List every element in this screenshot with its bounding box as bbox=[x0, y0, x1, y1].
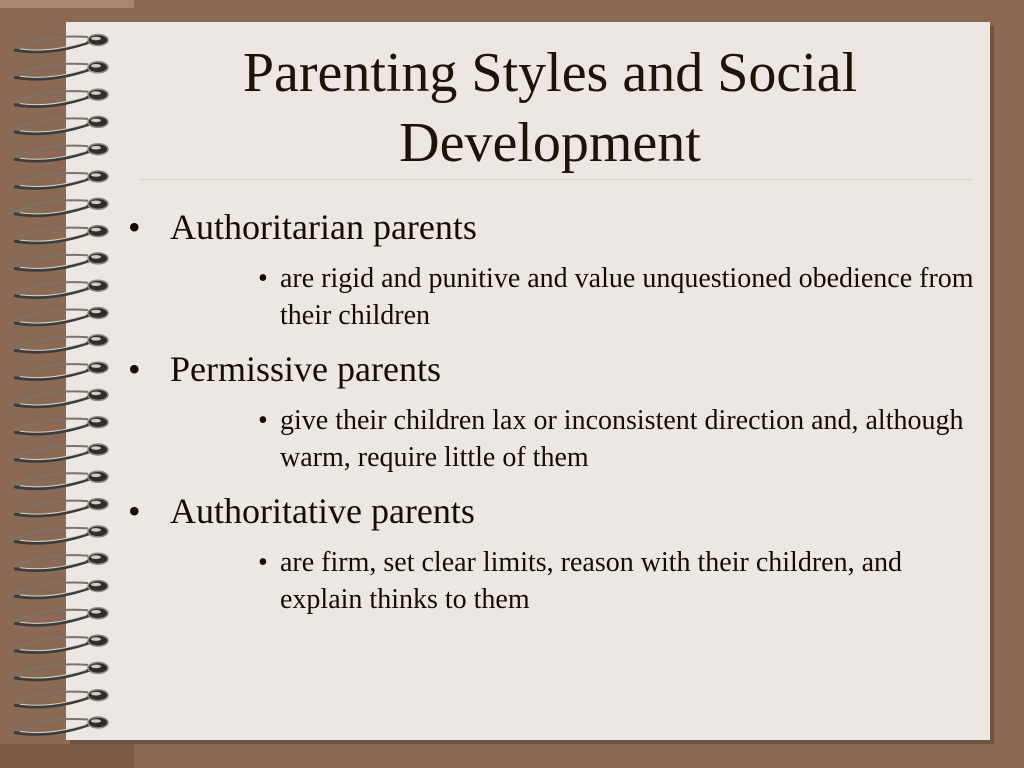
bullet-label: Authoritative parents bbox=[170, 491, 475, 531]
sub-bullet-text: give their children lax or inconsistent direction and, although warm, require little of them bbox=[280, 405, 964, 473]
spiral-coil bbox=[14, 253, 108, 270]
spiral-coil bbox=[14, 417, 108, 434]
bullet-icon: • bbox=[128, 207, 141, 247]
sub-bullet-authoritative bbox=[258, 544, 978, 618]
bullet-label: Authoritarian parents bbox=[170, 207, 477, 247]
spiral-coil bbox=[14, 89, 108, 106]
spiral-coil bbox=[14, 471, 108, 488]
spiral-coil bbox=[14, 662, 108, 679]
spiral-coil bbox=[14, 553, 108, 570]
spiral-coil bbox=[14, 690, 108, 707]
bullet-item-authoritarian bbox=[128, 206, 978, 248]
spiral-coil bbox=[14, 362, 108, 379]
bullet-label: Permissive parents bbox=[170, 349, 441, 389]
spiral-coil bbox=[14, 335, 108, 352]
spiral-coil bbox=[14, 717, 108, 734]
sub-bullet-icon: • bbox=[258, 263, 268, 294]
slide-title: Parenting Styles and Social Development bbox=[242, 42, 858, 174]
spiral-coil bbox=[14, 581, 108, 598]
spiral-coil bbox=[14, 35, 108, 52]
bullet-icon: • bbox=[128, 491, 141, 531]
sub-bullet-text: are rigid and punitive and value unquestioned obedience from their children bbox=[280, 263, 974, 331]
bullet-icon: • bbox=[128, 349, 141, 389]
spiral-coil bbox=[14, 62, 108, 79]
spiral-coil bbox=[14, 226, 108, 243]
sub-bullet-icon: • bbox=[258, 405, 268, 436]
title-divider bbox=[140, 179, 972, 180]
spiral-coil bbox=[14, 499, 108, 516]
spiral-coil bbox=[14, 608, 108, 625]
spiral-coil bbox=[14, 116, 108, 133]
sub-bullet-authoritarian bbox=[258, 260, 978, 334]
spiral-coil bbox=[14, 308, 108, 325]
spiral-coil bbox=[14, 144, 108, 161]
sub-bullet-text: are firm, set clear limits, reason with their children, and explain thinks to them bbox=[280, 547, 903, 615]
spiral-coil bbox=[14, 171, 108, 188]
spiral-coil bbox=[14, 635, 108, 652]
bullet-item-authoritative bbox=[128, 490, 978, 532]
sub-bullet-permissive bbox=[258, 402, 978, 476]
spiral-coil bbox=[14, 389, 108, 406]
bullet-list bbox=[128, 206, 978, 632]
bullet-item-permissive bbox=[128, 348, 978, 390]
spiral-coil bbox=[14, 444, 108, 461]
sub-bullet-icon: • bbox=[258, 547, 268, 578]
spiral-binding-icon bbox=[0, 0, 140, 768]
spiral-coil bbox=[14, 526, 108, 543]
spiral-coil bbox=[14, 280, 108, 297]
spiral-coil bbox=[14, 198, 108, 215]
